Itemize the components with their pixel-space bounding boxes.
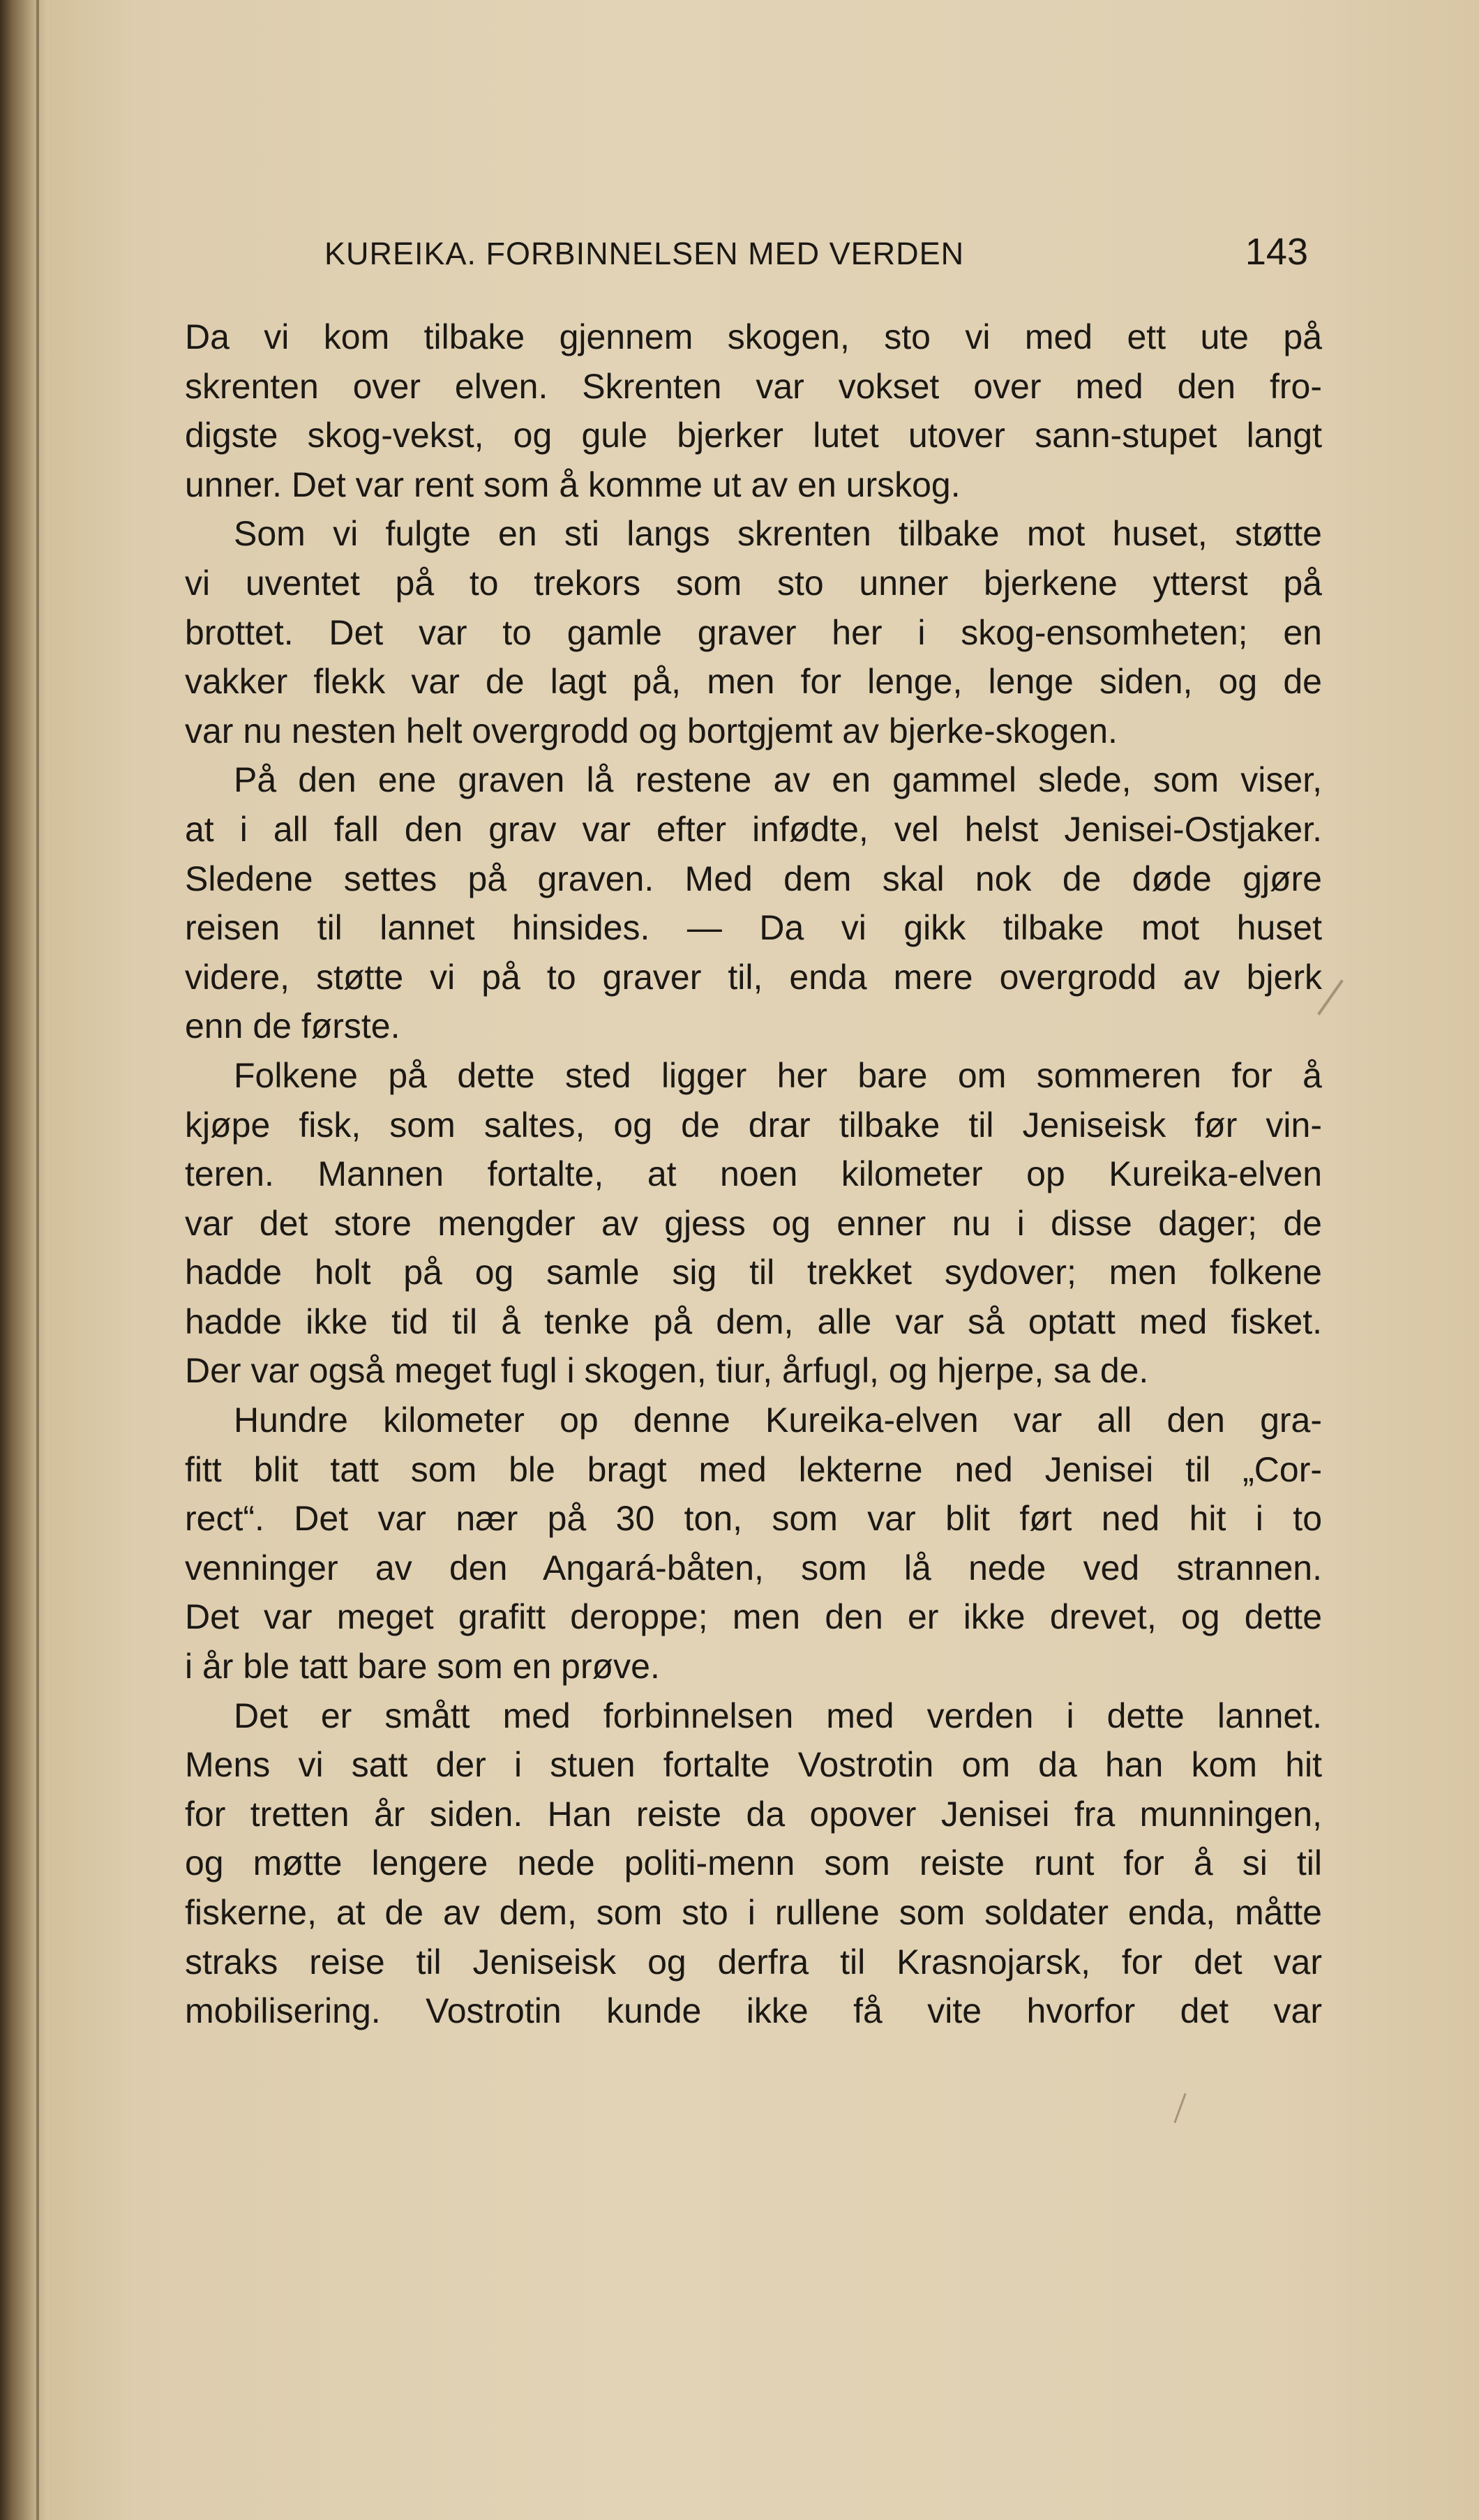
text-line: Hundre kilometer op denne Kureika-elven var all den gra- xyxy=(234,1401,1322,1440)
text-line: Da vi kom tilbake gjennem skogen, sto vi med ett ute på xyxy=(185,317,1322,356)
text-line: Det er smått med forbinnelsen med verden i dette lannet. xyxy=(234,1696,1322,1735)
text-line: straks reise til Jeniseisk og derfra til Krasnojarsk, for det var xyxy=(185,1942,1322,1982)
text-line: videre, støtte vi på to graver til, enda mere overgrodd av bjerk xyxy=(185,957,1322,997)
text-line: at i all fall den grav var efter infødte, vel helst Jenisei-Ostjaker. xyxy=(185,809,1322,849)
text-line: kjøpe fisk, som saltes, og de drar tilbake til Jeniseisk før vin- xyxy=(185,1105,1322,1145)
text-line: enn de første. xyxy=(185,1006,400,1046)
page-header xyxy=(324,230,1308,279)
text-line: Der var også meget fugl i skogen, tiur, årfugl, og hjerpe, sa de. xyxy=(185,1351,1149,1391)
text-line: brottet. Det var to gamle graver her i skog-ensomheten; en xyxy=(185,612,1322,652)
text-line: hadde ikke tid til å tenke på dem, alle var så optatt med fisket. xyxy=(185,1302,1322,1341)
text-line: På den ene graven lå restene av en gammel slede, som viser, xyxy=(234,760,1322,800)
text-line: vakker flekk var de lagt på, men for lenge, lenge siden, og de xyxy=(185,662,1322,702)
binding-edge xyxy=(36,0,39,2520)
text-line: Mens vi satt der i stuen fortalte Vostrotin om da han kom hit xyxy=(185,1745,1322,1785)
book-gutter xyxy=(0,0,49,2520)
running-head: KUREIKA. FORBINNELSEN MED VERDEN xyxy=(324,236,965,271)
text-line: fiskerne, at de av dem, som sto i rullene som soldater enda, måtte xyxy=(185,1893,1322,1932)
text-line: Sledene settes på graven. Med dem skal nok de døde gjøre xyxy=(185,859,1322,898)
text-line: var det store mengder av gjess og enner nu i disse dager; de xyxy=(185,1203,1322,1243)
text-line: unner. Det var rent som å komme ut av en urskog. xyxy=(185,465,961,504)
text-line: fitt blit tatt som ble bragt med lekterne ned Jenisei til „Cor- xyxy=(185,1449,1322,1489)
text-line: Som vi fulgte en sti langs skrenten tilbake mot huset, støtte xyxy=(234,514,1322,554)
text-line: reisen til lannet hinsides. — Da vi gikk tilbake mot huset xyxy=(185,908,1322,948)
body-text xyxy=(185,312,1322,2036)
text-line: rect“. Det var nær på 30 ton, som var blit ført ned hit i to xyxy=(185,1499,1322,1539)
text-line: digste skog-vekst, og gule bjerker lutet utover sann-stupet langt xyxy=(185,416,1322,455)
text-line: for tretten år siden. Han reiste da opover Jenisei fra munningen, xyxy=(185,1794,1322,1834)
text-line: Det var meget grafitt deroppe; men den er ikke drevet, og dette xyxy=(185,1597,1322,1637)
text-line: skrenten over elven. Skrenten var vokset over med den fro- xyxy=(185,366,1322,406)
text-line: i år ble tatt bare som en prøve. xyxy=(185,1647,660,1687)
text-line: hadde holt på og samle sig til trekket sydover; men folkene xyxy=(185,1253,1322,1292)
text-line: teren. Mannen fortalte, at noen kilometer op Kureika-elven xyxy=(185,1154,1322,1194)
text-line: venninger av den Angará-båten, som lå nede ved strannen. xyxy=(185,1548,1322,1587)
page-number: 143 xyxy=(1245,231,1308,273)
text-line: mobilisering. Vostrotin kunde ikke få vite hvorfor det var xyxy=(185,1991,1322,2031)
text-line: Folkene på dette sted ligger her bare om sommeren for å xyxy=(234,1055,1322,1095)
text-line: vi uventet på to trekors som sto unner bjerkene ytterst på xyxy=(185,563,1322,603)
text-line: og møtte lengere nede politi-menn som reiste runt for å si til xyxy=(185,1843,1322,1883)
text-line: var nu nesten helt overgrodd og bortgjemt av bjerke-skogen. xyxy=(185,711,1118,750)
